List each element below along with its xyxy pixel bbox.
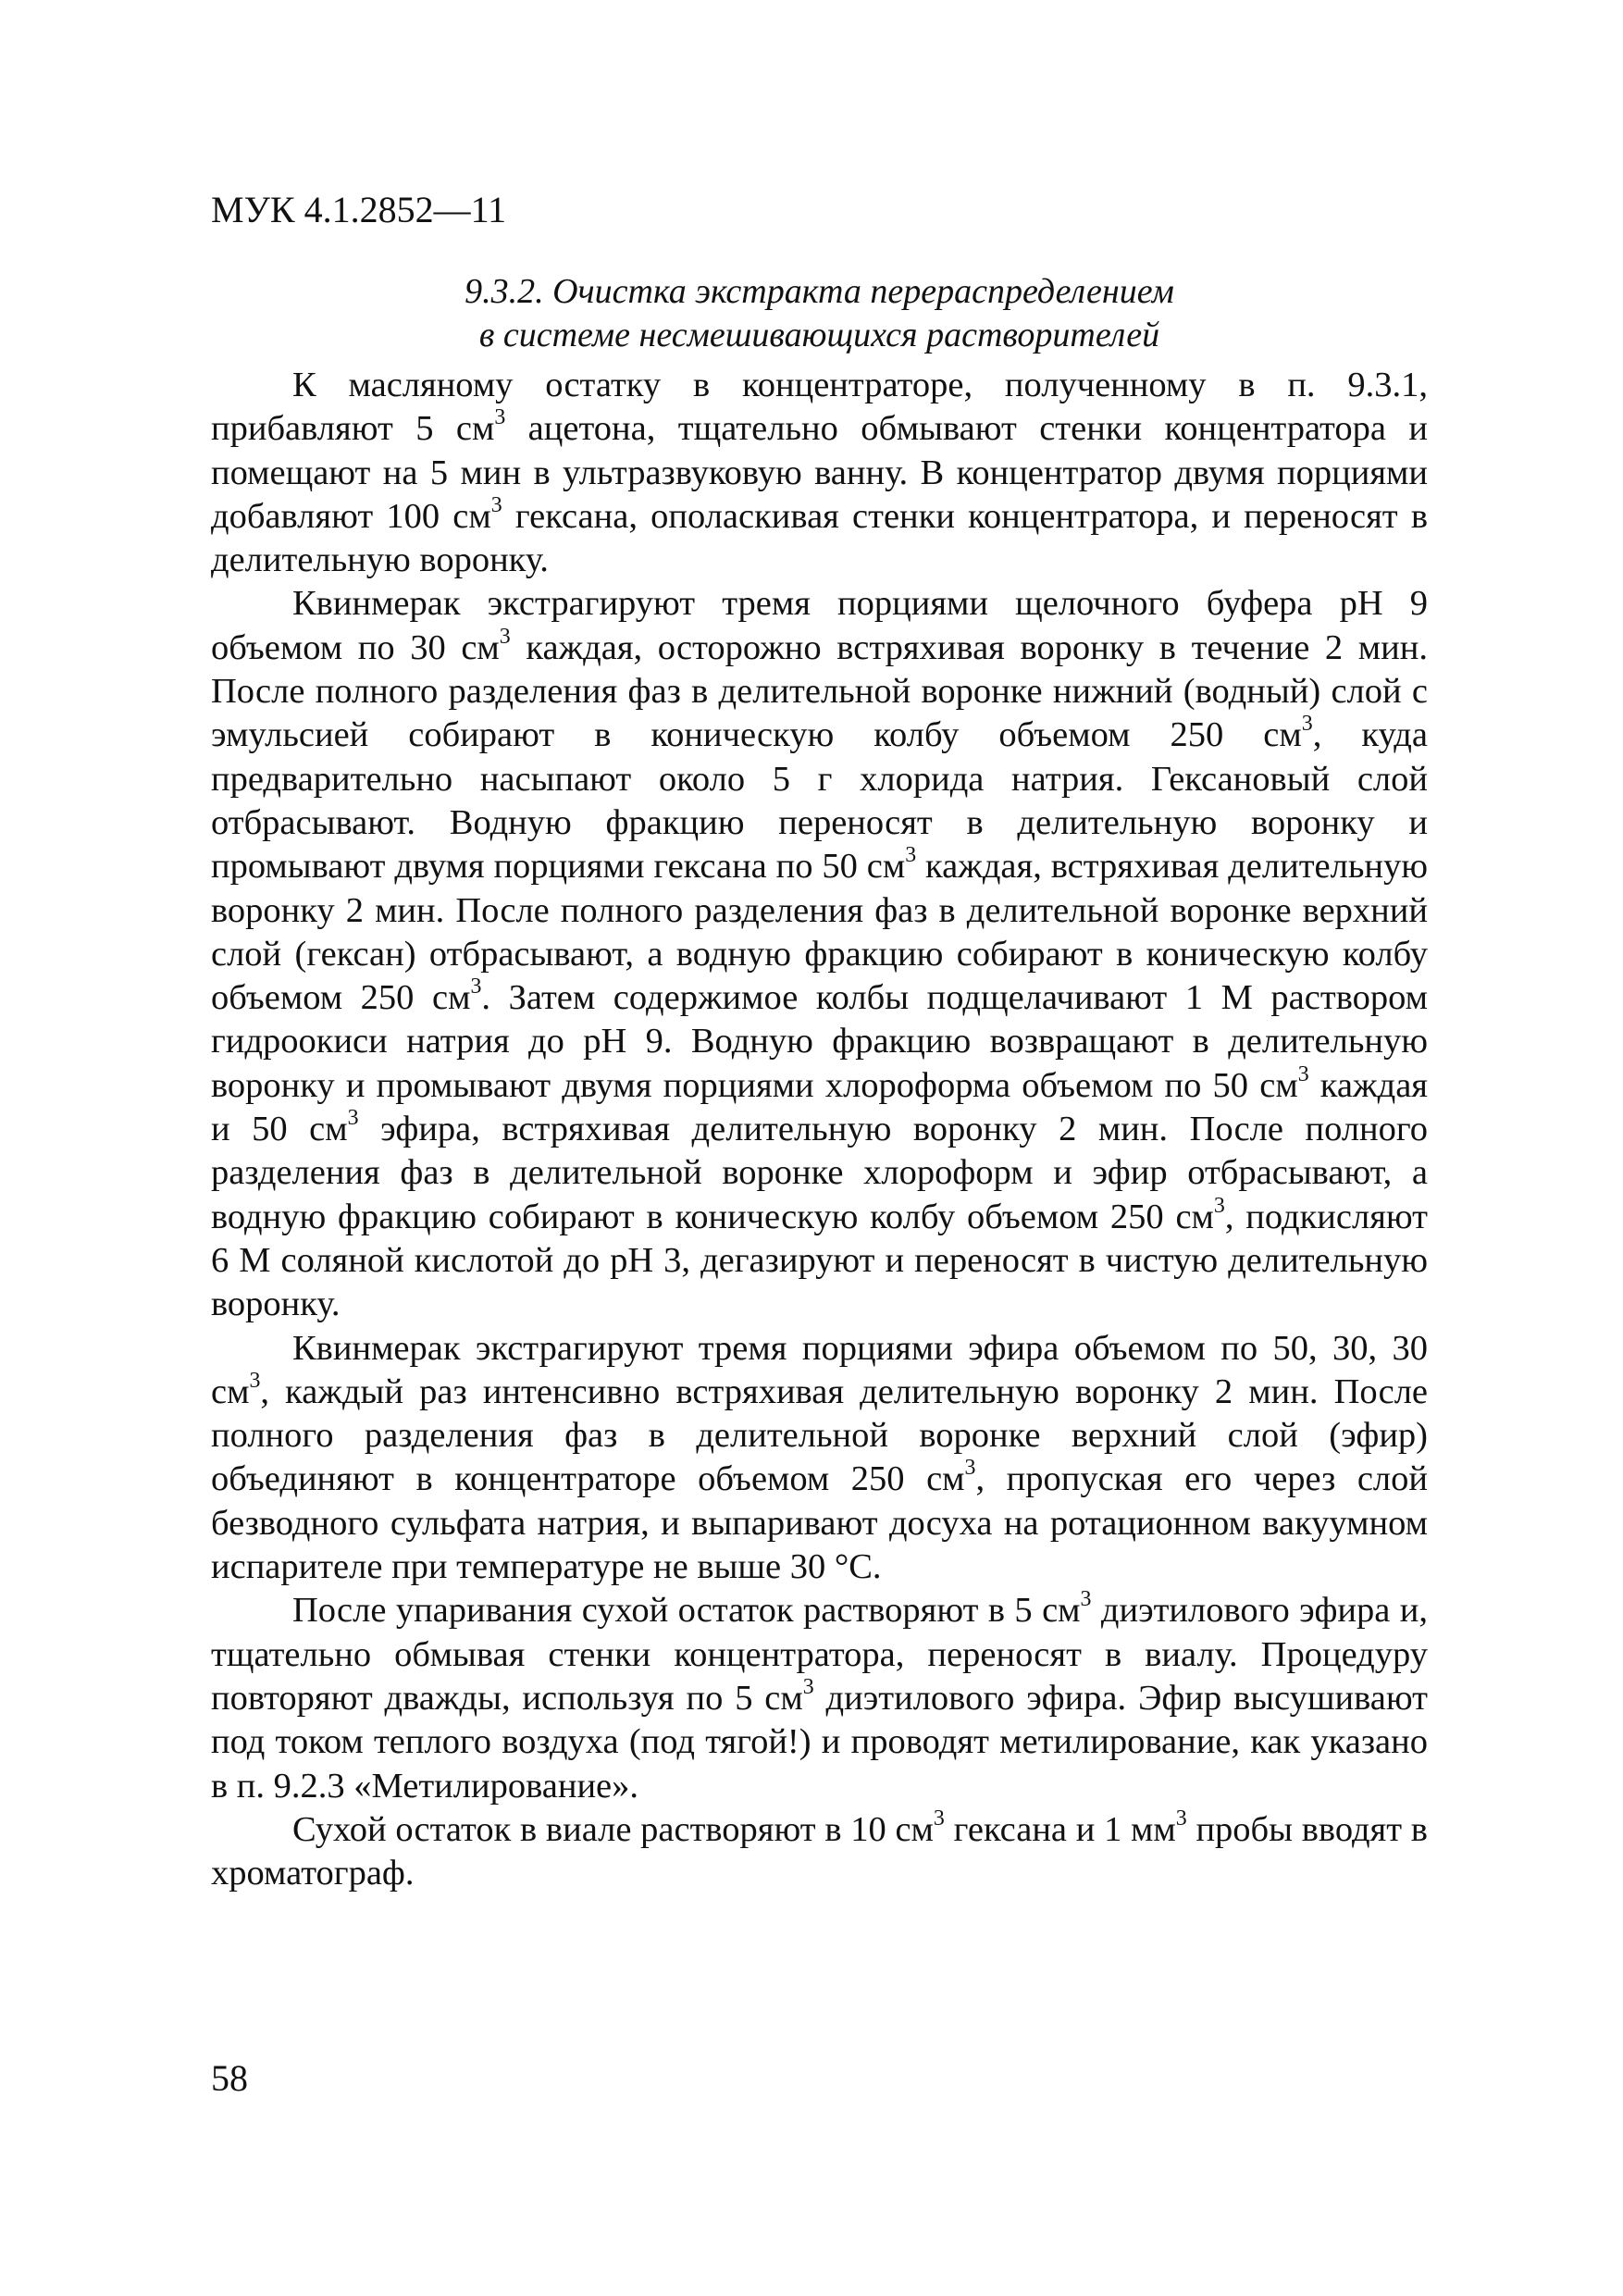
paragraph: Квинмерак экстрагируют тремя порциями щелочного буфера рН 9 объемом по 30 $см^3$ каждая, осторожно встряхивая воронку в течение 2 мин. После полного разделения фаз в делительной воронке нижний (водный) слой с эмульсией собирают в коническую колбу объемом 250 $см^3$, куда предварительно насыпают около 5 г хлорида натрия. Гексановый слой отбрасывают. Водную фракцию переносят в делительную воронку и промывают двумя порциями гексана по 50 $см^3$ каждая, встряхивая делительную воронку 2 мин. После полного разделения фаз в делительной воронке верхний слой (гексан) отбрасывают, а водную фракцию собирают в коническую колбу объемом 250 $см^3$. Затем содержимое колбы подщелачивают 1 М раствором гидроокиси натрия до рН 9. Водную фракцию возвращают в делительную воронку и промывают двумя порциями хлороформа объемом по 50 $см^3$ каждая и 50 $см^3$ эфира, встряхивая делительную воронку 2 мин. После полного разделения фаз в делительной воронке хлороформ и эфир отбрасывают, а водную фракцию собирают в коническую колбу объемом 250 $см^3$, подкисляют 6 М соляной кислотой до рН 3, дегазируют и переносят в чистую делительную воронку. [211, 584, 1429, 1324]
section-heading-line-2: в системе несмешивающихся растворителей [478, 316, 1160, 354]
section-heading [211, 270, 1428, 357]
paragraph: Сухой остаток в виале растворяют в 10 $см^3$ гексана и 1 $мм^3$ пробы вводят в хроматограф. [211, 1806, 1428, 1893]
running-head: МУК 4.1.2852—11 [211, 189, 507, 230]
page-number: 58 [211, 2057, 248, 2099]
paragraph: После упаривания сухой остаток растворяют в 5 $см^3$ диэтилового эфира и, тщательно обмывая стенки концентратора, переносят в виалу. Процедуру повторяют дважды, используя по 5 $см^3$ диэтилового эфира. Эфир высушивают под током теплого воздуха (под тягой!) и проводят метилирование, как указано в п. 9.2.3 «Метилирование». [211, 1587, 1428, 1806]
section-heading-line-1: 9.3.2. Очистка экстракта перераспределением [465, 272, 1174, 311]
body-text [211, 364, 1428, 1895]
paragraph: Квинмерак экстрагируют тремя порциями эфира объемом по 50, 30, 30 $см^3$, каждый раз интенсивно встряхивая делительную воронку 2 мин. После полного разделения фаз в делительной воронке верхний слой (эфир) объединяют в концентраторе объемом 250 $см^3$, пропуская его через слой безводного сульфата натрия, и выпаривают досуха на ротационном вакуумном испарителе при температуре не выше 30 °С. [211, 1328, 1428, 1587]
paragraph: К масляному остатку в концентраторе, полученному в п. 9.3.1, прибавляют 5 $см^3$ ацетона, тщательно обмывают стенки концентратора и помещают на 5 мин в ультразвуковую ванну. В концентратор двумя порциями добавляют 100 $см^3$ гексана, ополаскивая стенки концентратора, и переносят в делительную воронку. [211, 366, 1428, 580]
